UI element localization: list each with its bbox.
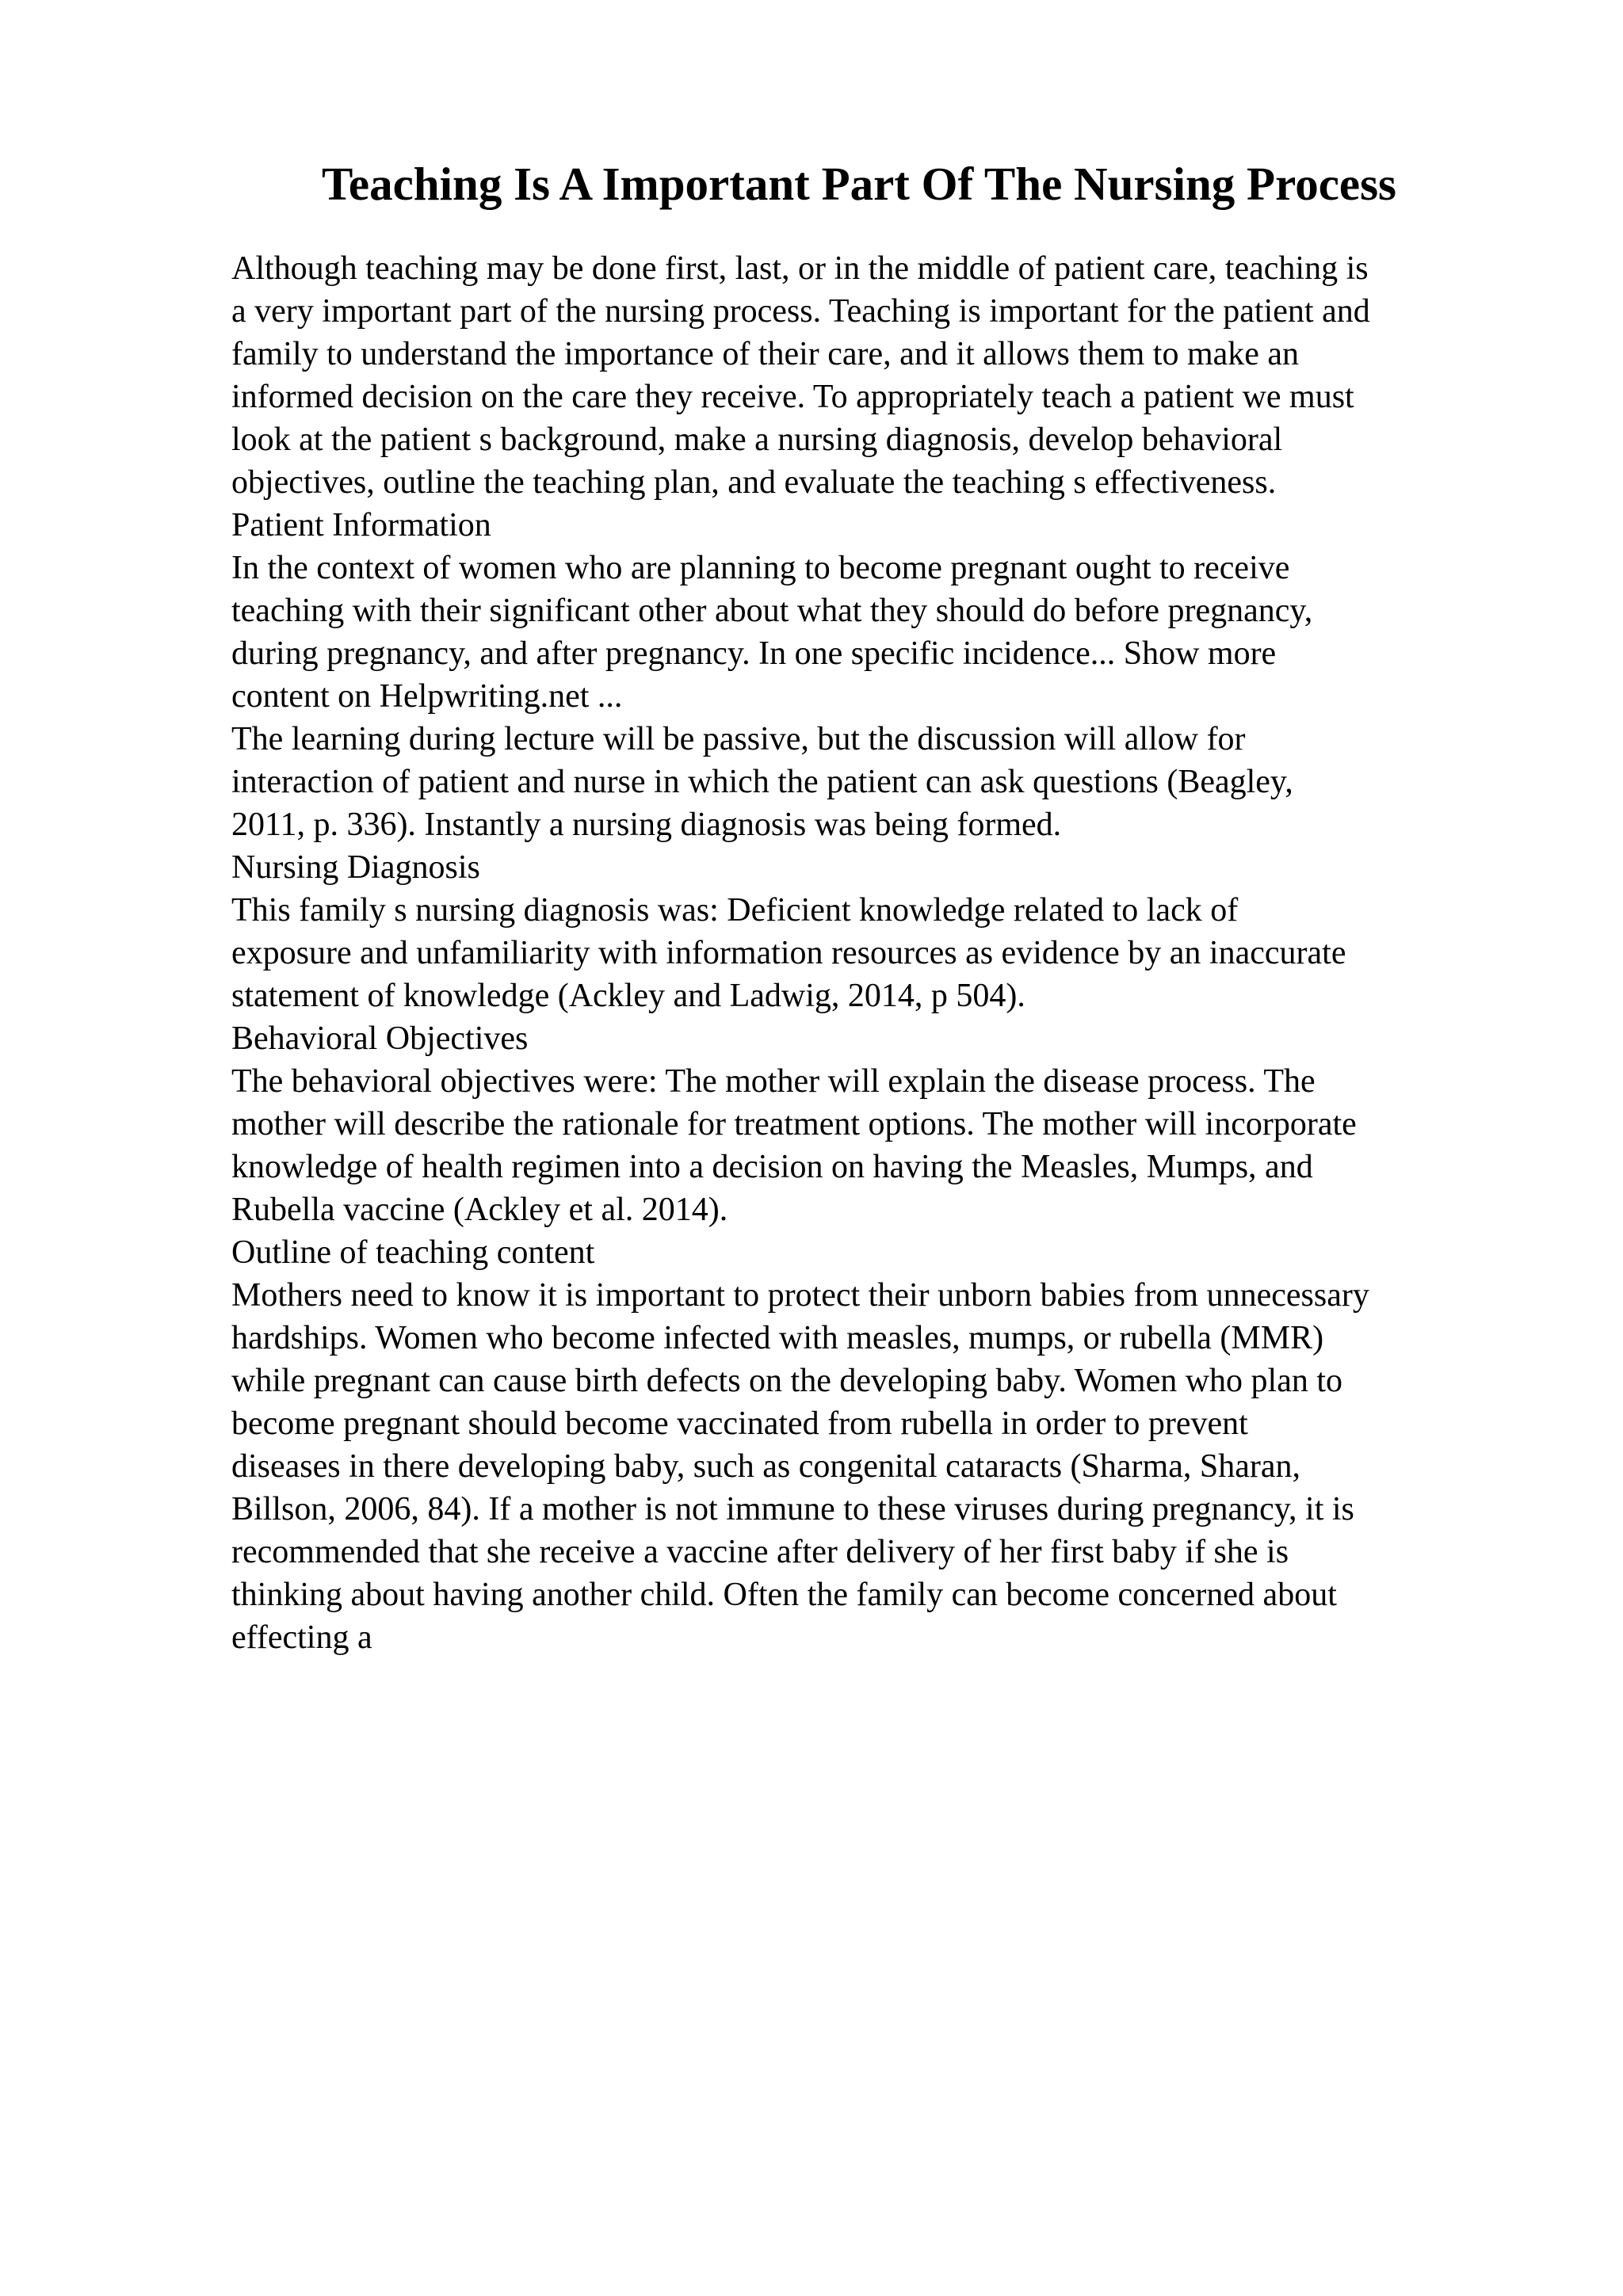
text-line: look at the patient s background, make a nursing diagnosis, develop behavioral	[231, 421, 1283, 458]
text-line: hardships. Women who become infected with measles, mumps, or rubella (MMR)	[231, 1320, 1324, 1356]
text-line: become pregnant should become vaccinated from rubella in order to prevent	[231, 1405, 1248, 1442]
text-line: informed decision on the care they receive. To appropriately teach a patient we must	[231, 379, 1354, 415]
text-line: objectives, outline the teaching plan, and evaluate the teaching s effectiveness.	[231, 464, 1277, 501]
text-line: interaction of patient and nurse in which the patient can ask questions (Beagley,	[231, 764, 1293, 800]
text-line: Although teaching may be done first, last, or in the middle of patient care, teaching is	[231, 250, 1369, 287]
text-line: mother will describe the rationale for treatment options. The mother will incorporate	[231, 1106, 1357, 1142]
text-line: statement of knowledge (Ackley and Ladwig, 2014, p 504).	[231, 978, 1025, 1014]
page-title: Teaching Is A Important Part Of The Nursing Process	[322, 158, 1396, 210]
text-line: while pregnant can cause birth defects on the developing baby. Women who plan to	[231, 1363, 1343, 1399]
section-heading-outline-of-teaching-content: Outline of teaching content	[231, 1234, 595, 1271]
text-line: Billson, 2006, 84). If a mother is not immune to these viruses during pregnancy, it is	[231, 1491, 1354, 1527]
text-line: Mothers need to know it is important to protect their unborn babies from unnecessary	[231, 1277, 1369, 1314]
text-line: during pregnancy, and after pregnancy. In one specific incidence... Show more	[231, 635, 1277, 672]
text-line: Rubella vaccine (Ackley et al. 2014).	[231, 1192, 728, 1228]
text-line: exposure and unfamiliarity with information resources as evidence by an inaccurate	[231, 935, 1346, 971]
text-line: The behavioral objectives were: The mother will explain the disease process. The	[231, 1063, 1316, 1100]
text-line: This family s nursing diagnosis was: Deficient knowledge related to lack of	[231, 892, 1239, 929]
text-line: recommended that she receive a vaccine after delivery of her first baby if she is	[231, 1534, 1289, 1570]
text-line: family to understand the importance of their care, and it allows them to make an	[231, 336, 1300, 372]
text-line: teaching with their significant other about what they should do before pregnancy,	[231, 593, 1313, 629]
text-line: The learning during lecture will be passive, but the discussion will allow for	[231, 721, 1246, 757]
section-heading-nursing-diagnosis: Nursing Diagnosis	[231, 849, 480, 886]
text-line: thinking about having another child. Often the family can become concerned about	[231, 1577, 1337, 1613]
text-line: knowledge of health regimen into a decision on having the Measles, Mumps, and	[231, 1149, 1313, 1185]
text-line: diseases in there developing baby, such as congenital cataracts (Sharma, Sharan,	[231, 1448, 1300, 1485]
text-line: effecting a	[231, 1619, 372, 1656]
text-line: a very important part of the nursing process. Teaching is important for the patient and	[231, 293, 1370, 330]
article-body	[231, 247, 1523, 1659]
text-line: content on Helpwriting.net ...	[231, 678, 623, 715]
section-heading-behavioral-objectives: Behavioral Objectives	[231, 1020, 529, 1057]
text-line: In the context of women who are planning to become pregnant ought to receive	[231, 550, 1290, 586]
text-line: 2011, p. 336). Instantly a nursing diagnosis was being formed.	[231, 807, 1062, 843]
section-heading-patient-information: Patient Information	[231, 507, 491, 543]
